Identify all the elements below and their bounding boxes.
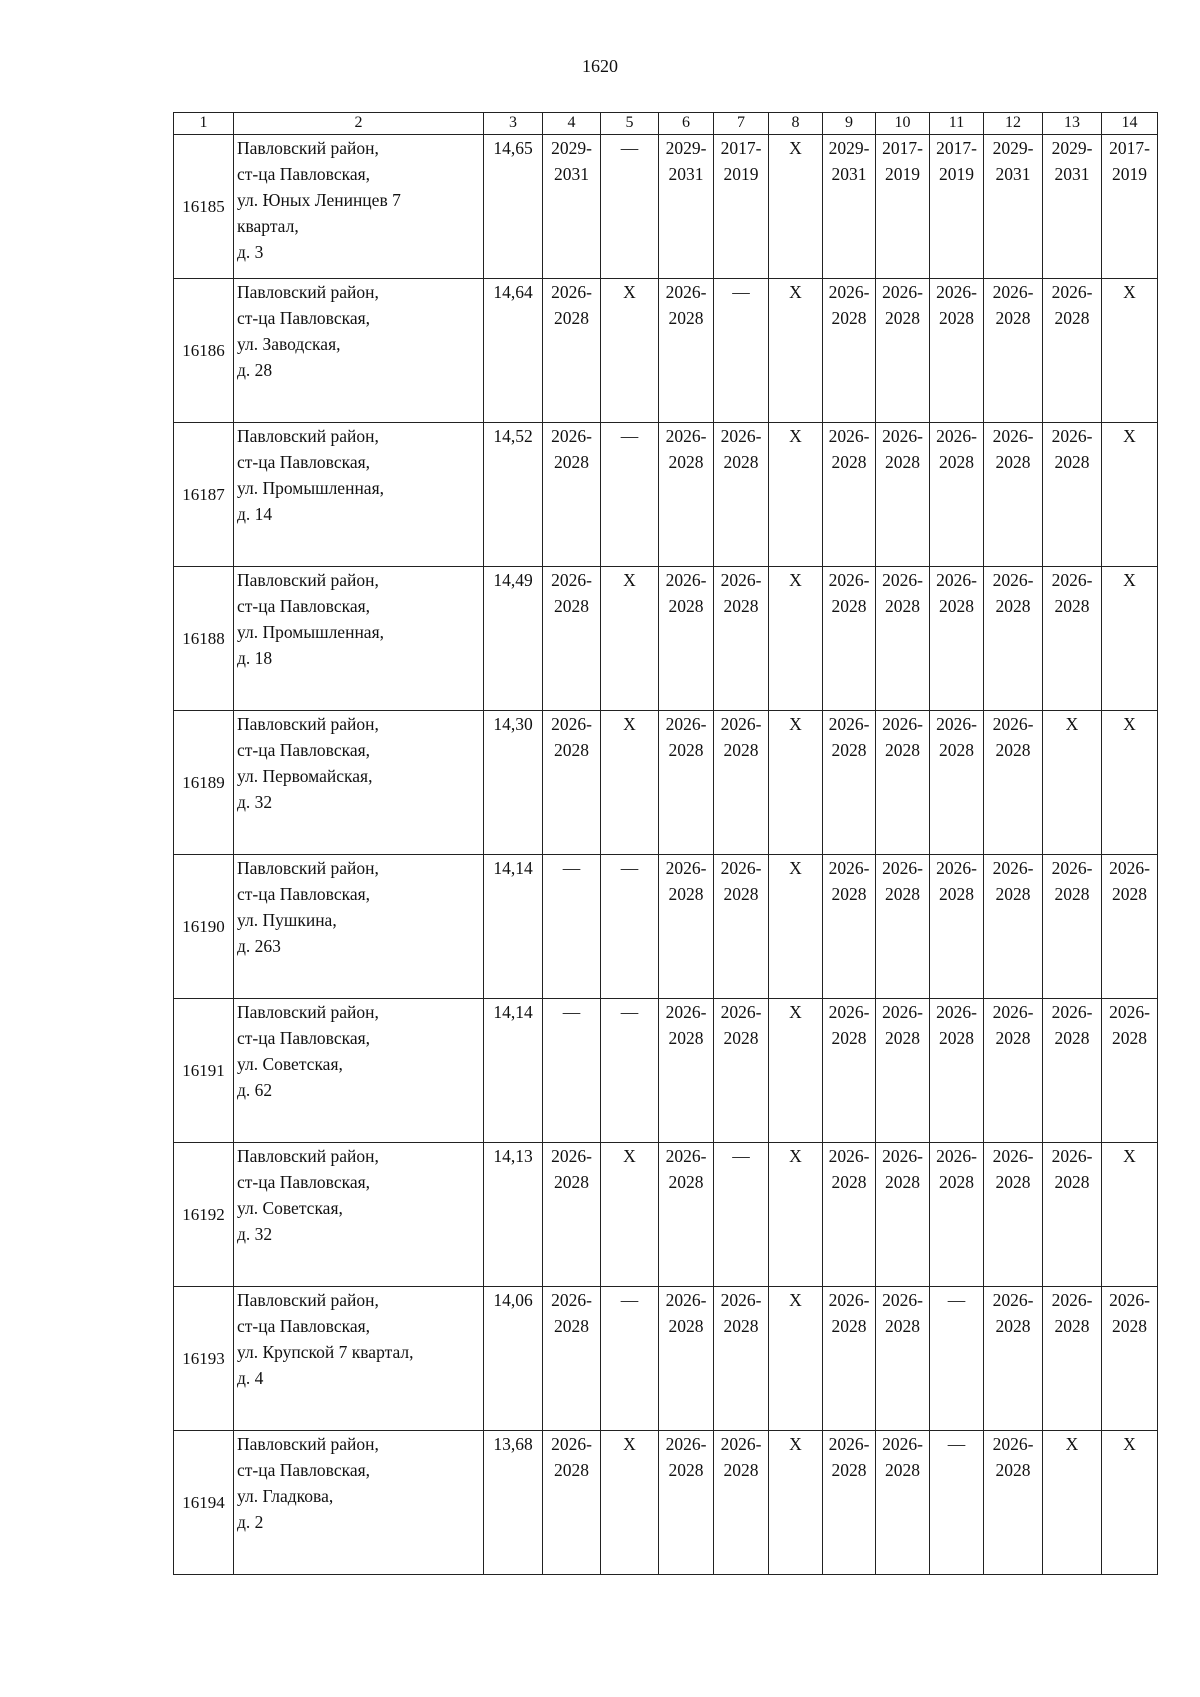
table-row xyxy=(174,1143,1158,1287)
address-line: ст-ца Павловская, xyxy=(237,164,371,184)
period-cell: — xyxy=(930,1431,984,1575)
address-line: ул. Юных Ленинцев 7 xyxy=(237,190,401,210)
column-number: 10 xyxy=(876,113,930,135)
address-cell xyxy=(234,1143,484,1287)
period-cell: 2026- 2028 xyxy=(823,999,876,1143)
table-row xyxy=(174,711,1158,855)
address-line: квартал, xyxy=(237,216,299,236)
column-number: 3 xyxy=(484,113,543,135)
period-cell: 2026- 2028 xyxy=(659,423,714,567)
address-cell xyxy=(234,1287,484,1431)
rate-cell: 14,64 xyxy=(484,279,543,423)
period-cell: — xyxy=(714,1143,769,1287)
address-cell xyxy=(234,1431,484,1575)
period-cell: Х xyxy=(1102,1143,1158,1287)
period-cell: Х xyxy=(769,567,823,711)
address-line: Павловский район, xyxy=(237,714,379,734)
address-line: Павловский район, xyxy=(237,1434,379,1454)
address-cell xyxy=(234,711,484,855)
address-line: ст-ца Павловская, xyxy=(237,740,371,760)
period-cell: 2026- 2028 xyxy=(659,279,714,423)
period-cell: Х xyxy=(601,711,659,855)
period-cell: 2029- 2031 xyxy=(1043,135,1102,279)
period-cell: 2026- 2028 xyxy=(823,567,876,711)
table-row xyxy=(174,423,1158,567)
period-cell: 2026- 2028 xyxy=(1043,1143,1102,1287)
period-cell: Х xyxy=(1043,1431,1102,1575)
period-cell: 2026- 2028 xyxy=(984,279,1043,423)
period-cell: 2026- 2028 xyxy=(543,1431,601,1575)
period-cell: — xyxy=(930,1287,984,1431)
address-line: ст-ца Павловская, xyxy=(237,1028,371,1048)
period-cell: 2026- 2028 xyxy=(984,1431,1043,1575)
period-cell: Х xyxy=(769,711,823,855)
column-number: 6 xyxy=(659,113,714,135)
period-cell: Х xyxy=(769,135,823,279)
address-line: д. 3 xyxy=(237,242,264,262)
record-number: 16194 xyxy=(174,1431,234,1575)
address-line: ул. Пушкина, xyxy=(237,910,337,930)
address-cell xyxy=(234,567,484,711)
period-cell: 2026- 2028 xyxy=(823,1143,876,1287)
address-line: ст-ца Павловская, xyxy=(237,308,371,328)
table-row xyxy=(174,567,1158,711)
address-line: д. 4 xyxy=(237,1368,264,1388)
period-cell: 2026- 2028 xyxy=(543,711,601,855)
period-cell: Х xyxy=(769,1287,823,1431)
period-cell: 2026- 2028 xyxy=(714,999,769,1143)
period-cell: Х xyxy=(1102,711,1158,855)
period-cell: 2026- 2028 xyxy=(984,711,1043,855)
period-cell: 2026- 2028 xyxy=(876,999,930,1143)
record-number: 16189 xyxy=(174,711,234,855)
address-line: д. 28 xyxy=(237,360,273,380)
period-cell: 2026- 2028 xyxy=(823,279,876,423)
period-cell: Х xyxy=(769,855,823,999)
period-cell: 2026- 2028 xyxy=(659,1431,714,1575)
period-cell: 2026- 2028 xyxy=(1102,1287,1158,1431)
period-cell: 2026- 2028 xyxy=(543,279,601,423)
period-cell: 2026- 2028 xyxy=(930,999,984,1143)
column-number: 9 xyxy=(823,113,876,135)
address-line: Павловский район, xyxy=(237,1002,379,1022)
address-line: ул. Советская, xyxy=(237,1054,343,1074)
address-line: ул. Заводская, xyxy=(237,334,341,354)
period-cell: 2026- 2028 xyxy=(659,711,714,855)
record-number: 16190 xyxy=(174,855,234,999)
period-cell: — xyxy=(543,855,601,999)
period-cell: 2029- 2031 xyxy=(984,135,1043,279)
period-cell: 2026- 2028 xyxy=(984,567,1043,711)
period-cell: Х xyxy=(769,423,823,567)
address-line: Павловский район, xyxy=(237,570,379,590)
period-cell: Х xyxy=(1102,567,1158,711)
period-cell: 2026- 2028 xyxy=(823,423,876,567)
column-number: 12 xyxy=(984,113,1043,135)
column-number: 11 xyxy=(930,113,984,135)
table-row xyxy=(174,135,1158,279)
period-cell: 2026- 2028 xyxy=(714,567,769,711)
rate-cell: 14,13 xyxy=(484,1143,543,1287)
period-cell: 2017- 2019 xyxy=(1102,135,1158,279)
column-number: 1 xyxy=(174,113,234,135)
period-cell: 2026- 2028 xyxy=(714,1287,769,1431)
period-cell: 2026- 2028 xyxy=(659,1287,714,1431)
record-number: 16191 xyxy=(174,999,234,1143)
address-line: ул. Первомайская, xyxy=(237,766,373,786)
period-cell: 2026- 2028 xyxy=(1043,279,1102,423)
address-line: ст-ца Павловская, xyxy=(237,452,371,472)
address-line: д. 2 xyxy=(237,1512,264,1532)
address-line: ст-ца Павловская, xyxy=(237,1172,371,1192)
period-cell: 2026- 2028 xyxy=(1043,999,1102,1143)
address-line: Павловский район, xyxy=(237,138,379,158)
period-cell: 2026- 2028 xyxy=(714,1431,769,1575)
period-cell: 2026- 2028 xyxy=(984,423,1043,567)
period-cell: 2026- 2028 xyxy=(1043,567,1102,711)
period-cell: Х xyxy=(601,567,659,711)
period-cell: 2026- 2028 xyxy=(930,855,984,999)
column-number: 13 xyxy=(1043,113,1102,135)
address-line: Павловский район, xyxy=(237,858,379,878)
address-line: д. 62 xyxy=(237,1080,273,1100)
period-cell: — xyxy=(601,423,659,567)
period-cell: 2029- 2031 xyxy=(823,135,876,279)
page-number: 1620 xyxy=(582,56,618,76)
period-cell: 2026- 2028 xyxy=(876,423,930,567)
address-line: ул. Крупской 7 квартал, xyxy=(237,1342,414,1362)
period-cell: Х xyxy=(1102,279,1158,423)
period-cell: 2017- 2019 xyxy=(930,135,984,279)
period-cell: 2026- 2028 xyxy=(659,567,714,711)
period-cell: 2026- 2028 xyxy=(714,711,769,855)
address-line: Павловский район, xyxy=(237,282,379,302)
period-cell: 2029- 2031 xyxy=(659,135,714,279)
period-cell: 2026- 2028 xyxy=(1102,855,1158,999)
address-line: д. 32 xyxy=(237,1224,273,1244)
address-line: Павловский район, xyxy=(237,426,379,446)
address-line: ст-ца Павловская, xyxy=(237,1316,371,1336)
period-cell: 2026- 2028 xyxy=(543,567,601,711)
column-number: 7 xyxy=(714,113,769,135)
period-cell: Х xyxy=(1043,711,1102,855)
table-row xyxy=(174,279,1158,423)
period-cell: 2026- 2028 xyxy=(1043,1287,1102,1431)
period-cell: 2026- 2028 xyxy=(984,855,1043,999)
period-cell: Х xyxy=(601,1431,659,1575)
address-line: д. 14 xyxy=(237,504,273,524)
period-cell: 2026- 2028 xyxy=(714,855,769,999)
period-cell: — xyxy=(714,279,769,423)
period-cell: 2026- 2028 xyxy=(823,855,876,999)
period-cell: 2026- 2028 xyxy=(876,1287,930,1431)
table-row xyxy=(174,1287,1158,1431)
address-cell xyxy=(234,999,484,1143)
period-cell: 2026- 2028 xyxy=(659,855,714,999)
address-line: д. 263 xyxy=(237,936,281,956)
address-line: ст-ца Павловская, xyxy=(237,1460,371,1480)
table-row xyxy=(174,855,1158,999)
period-cell: 2026- 2028 xyxy=(876,1431,930,1575)
period-cell: 2026- 2028 xyxy=(930,567,984,711)
period-cell: 2026- 2028 xyxy=(930,1143,984,1287)
period-cell: 2026- 2028 xyxy=(543,1287,601,1431)
period-cell: 2017- 2019 xyxy=(876,135,930,279)
table-row xyxy=(174,1431,1158,1575)
address-line: ст-ца Павловская, xyxy=(237,596,371,616)
rate-cell: 14,14 xyxy=(484,855,543,999)
period-cell: — xyxy=(601,1287,659,1431)
period-cell: 2026- 2028 xyxy=(984,1287,1043,1431)
rate-cell: 14,52 xyxy=(484,423,543,567)
address-line: ст-ца Павловская, xyxy=(237,884,371,904)
period-cell: — xyxy=(601,855,659,999)
period-cell: Х xyxy=(769,999,823,1143)
column-number: 5 xyxy=(601,113,659,135)
period-cell: Х xyxy=(601,279,659,423)
period-cell: 2026- 2028 xyxy=(543,423,601,567)
period-cell: 2026- 2028 xyxy=(1043,855,1102,999)
period-cell: 2026- 2028 xyxy=(876,1143,930,1287)
rate-cell: 14,49 xyxy=(484,567,543,711)
period-cell: — xyxy=(601,999,659,1143)
address-line: ул. Советская, xyxy=(237,1198,343,1218)
address-line: ул. Промышленная, xyxy=(237,478,384,498)
period-cell: 2026- 2028 xyxy=(930,423,984,567)
period-cell: 2026- 2028 xyxy=(543,1143,601,1287)
rate-cell: 14,06 xyxy=(484,1287,543,1431)
record-number: 16192 xyxy=(174,1143,234,1287)
period-cell: 2026- 2028 xyxy=(876,567,930,711)
period-cell: 2026- 2028 xyxy=(659,999,714,1143)
column-number: 2 xyxy=(234,113,484,135)
period-cell: 2026- 2028 xyxy=(823,1287,876,1431)
period-cell: 2026- 2028 xyxy=(714,423,769,567)
record-number: 16193 xyxy=(174,1287,234,1431)
period-cell: — xyxy=(601,135,659,279)
rate-cell: 13,68 xyxy=(484,1431,543,1575)
record-number: 16186 xyxy=(174,279,234,423)
column-number: 14 xyxy=(1102,113,1158,135)
period-cell: Х xyxy=(1102,1431,1158,1575)
column-number: 4 xyxy=(543,113,601,135)
period-cell: 2026- 2028 xyxy=(876,855,930,999)
period-cell: 2029- 2031 xyxy=(543,135,601,279)
address-cell xyxy=(234,279,484,423)
address-line: ул. Гладкова, xyxy=(237,1486,334,1506)
address-line: Павловский район, xyxy=(237,1290,379,1310)
period-cell: 2026- 2028 xyxy=(1043,423,1102,567)
address-line: д. 18 xyxy=(237,648,273,668)
column-number-row xyxy=(174,113,1158,135)
address-line: ул. Промышленная, xyxy=(237,622,384,642)
address-cell xyxy=(234,135,484,279)
rate-cell: 14,14 xyxy=(484,999,543,1143)
address-line: Павловский район, xyxy=(237,1146,379,1166)
period-cell: 2026- 2028 xyxy=(984,1143,1043,1287)
register-table xyxy=(173,112,1158,1575)
period-cell: Х xyxy=(769,1431,823,1575)
period-cell: 2026- 2028 xyxy=(876,279,930,423)
address-cell xyxy=(234,855,484,999)
period-cell: 2026- 2028 xyxy=(876,711,930,855)
period-cell: 2026- 2028 xyxy=(659,1143,714,1287)
period-cell: 2026- 2028 xyxy=(823,1431,876,1575)
address-line: д. 32 xyxy=(237,792,273,812)
period-cell: 2017- 2019 xyxy=(714,135,769,279)
period-cell: Х xyxy=(769,279,823,423)
period-cell: — xyxy=(543,999,601,1143)
period-cell: 2026- 2028 xyxy=(1102,999,1158,1143)
period-cell: Х xyxy=(769,1143,823,1287)
period-cell: 2026- 2028 xyxy=(930,711,984,855)
period-cell: Х xyxy=(1102,423,1158,567)
period-cell: 2026- 2028 xyxy=(930,279,984,423)
period-cell: 2026- 2028 xyxy=(823,711,876,855)
rate-cell: 14,30 xyxy=(484,711,543,855)
record-number: 16188 xyxy=(174,567,234,711)
table-row xyxy=(174,999,1158,1143)
period-cell: 2026- 2028 xyxy=(984,999,1043,1143)
rate-cell: 14,65 xyxy=(484,135,543,279)
period-cell: Х xyxy=(601,1143,659,1287)
record-number: 16187 xyxy=(174,423,234,567)
record-number: 16185 xyxy=(174,135,234,279)
column-number: 8 xyxy=(769,113,823,135)
address-cell xyxy=(234,423,484,567)
